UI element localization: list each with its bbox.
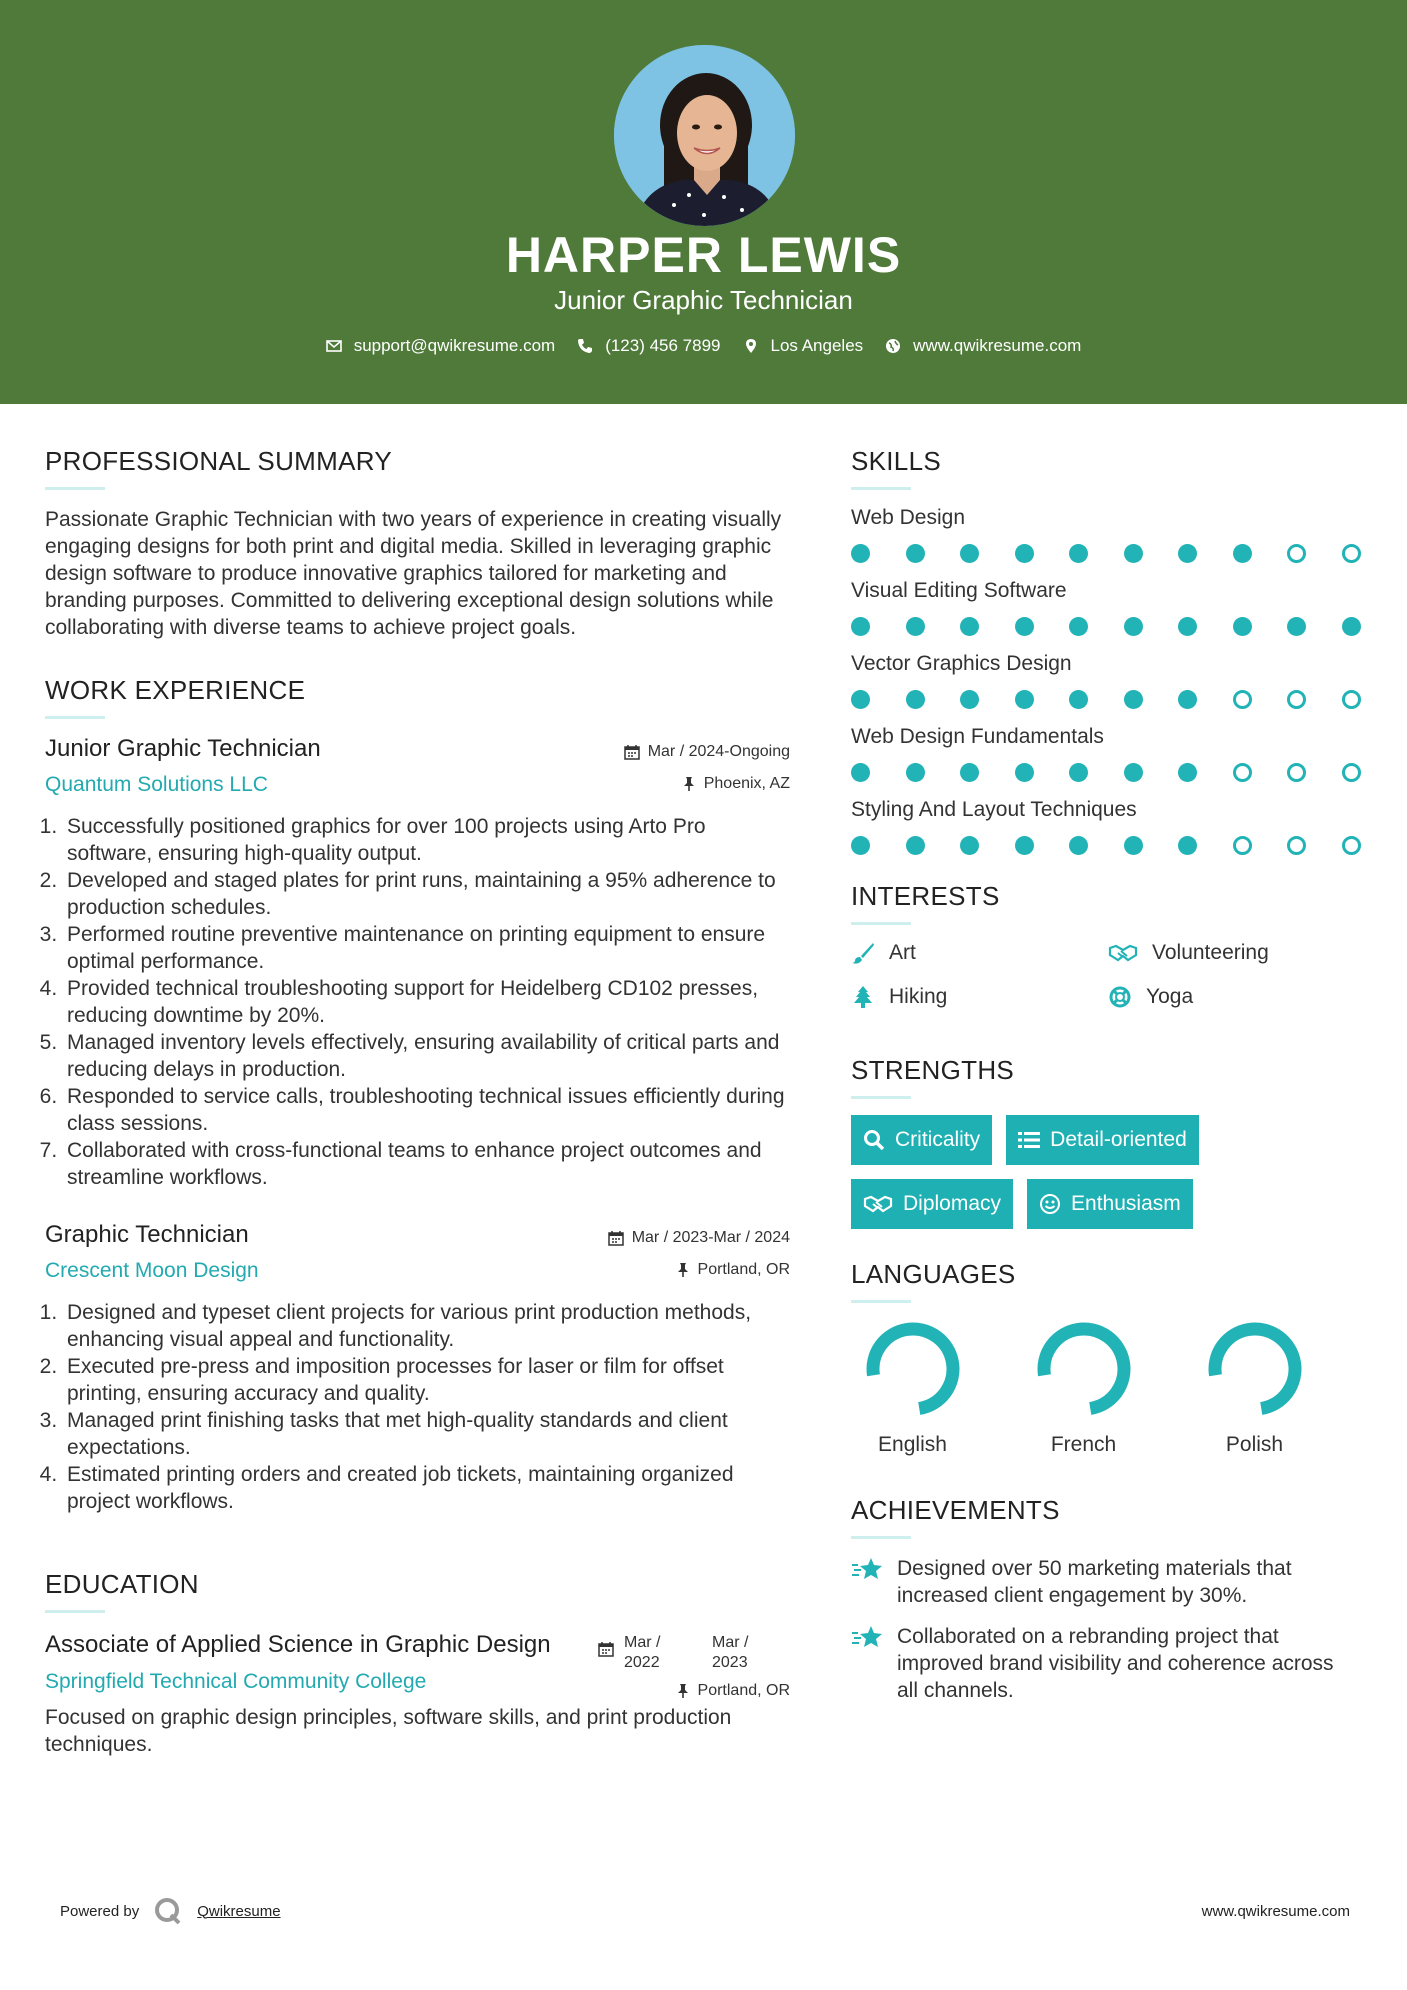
- interest-item: [1108, 985, 1358, 1009]
- strength-tag: [1027, 1179, 1193, 1229]
- job-location-text: Phoenix, AZ: [703, 775, 790, 792]
- skill-dot-filled: [851, 836, 870, 855]
- education-location-text: Portland, OR: [697, 1682, 790, 1699]
- languages-list: [851, 1319, 1371, 1457]
- skill-dot-filled: [1015, 617, 1034, 636]
- powered-by: [60, 1896, 281, 1926]
- skill-dot-filled: [960, 617, 979, 636]
- skill-dot-filled: [906, 544, 925, 563]
- section-title-summary: PROFESSIONAL SUMMARY: [45, 446, 392, 476]
- job-bullet: 2. Developed and staged plates for print runs, maintaining a 95% adherence to production schedules.: [63, 867, 790, 921]
- section-title-experience: WORK EXPERIENCE: [45, 675, 306, 705]
- skill-dot-filled: [1015, 763, 1034, 782]
- job-dates: [608, 1229, 790, 1247]
- job-bullet: 3. Managed print finishing tasks that met high-quality standards and client expectations.: [63, 1407, 790, 1461]
- skill-dot-filled: [1069, 690, 1088, 709]
- avatar: [614, 45, 795, 226]
- languages-section: [851, 1259, 1371, 1457]
- skill-dot-filled: [960, 763, 979, 782]
- skill-rating: [851, 544, 1361, 563]
- job-dates-text: Mar / 2023-Mar / 2024: [631, 1229, 790, 1246]
- section-divider: [851, 1096, 911, 1099]
- contact-email[interactable]: [326, 336, 556, 356]
- job-bullet: 1. Successfully positioned graphics for over 100 projects using Arto Pro software, ensuring high-quality output.: [63, 813, 790, 867]
- contact-phone[interactable]: [577, 336, 720, 356]
- skill-rating: [851, 763, 1361, 782]
- job-bullets: [45, 813, 790, 1191]
- job-bullet: 7. Collaborated with cross-functional teams to enhance project outcomes and streamline workflows.: [63, 1137, 790, 1191]
- language-progress-ring: [863, 1319, 963, 1419]
- section-title-strengths: STRENGTHS: [851, 1055, 1015, 1085]
- candidate-role: Junior Graphic Technician: [554, 285, 853, 315]
- interest-label: Volunteering: [1152, 941, 1269, 964]
- search-icon: [863, 1129, 885, 1151]
- interests-section: [851, 881, 1371, 1009]
- skill-dot-empty: [1342, 836, 1361, 855]
- interest-item: [851, 941, 1108, 965]
- strength-label: Enthusiasm: [1071, 1192, 1181, 1215]
- left-column: [45, 446, 790, 1758]
- skill-name: Web Design Fundamentals: [851, 725, 1104, 748]
- skill-dot-filled: [906, 617, 925, 636]
- footer-website[interactable]: www.qwikresume.com: [1201, 1902, 1350, 1920]
- skill-name: Web Design: [851, 506, 966, 529]
- skill-dot-filled: [1015, 836, 1034, 855]
- skill-dot-filled: [851, 617, 870, 636]
- job-company: Crescent Moon Design: [45, 1259, 259, 1282]
- section-divider: [45, 716, 105, 719]
- skill-dot-empty: [1233, 690, 1252, 709]
- contact-bar: [0, 336, 1407, 356]
- skill-dot-filled: [906, 763, 925, 782]
- section-title-interests: INTERESTS: [851, 881, 1000, 911]
- strength-label: Diplomacy: [903, 1192, 1002, 1215]
- contact-phone-text: (123) 456 7899: [605, 336, 721, 355]
- skill-dot-empty: [1342, 690, 1361, 709]
- section-title-languages: LANGUAGES: [851, 1259, 1016, 1289]
- tree-icon: [851, 986, 875, 1008]
- skill-dot-filled: [851, 544, 870, 563]
- section-divider: [851, 1300, 911, 1303]
- skill-dot-filled: [1178, 544, 1197, 563]
- section-title-education: EDUCATION: [45, 1569, 199, 1599]
- contact-location: [743, 336, 864, 356]
- handshake-icon: [1108, 942, 1138, 964]
- skill-dot-empty: [1287, 690, 1306, 709]
- achievement-item: [851, 1623, 1371, 1704]
- skill-dot-empty: [1287, 836, 1306, 855]
- skill-dot-filled: [1124, 617, 1143, 636]
- education-degree: Associate of Applied Science in Graphic Design: [45, 1631, 551, 1658]
- achievements-section: [851, 1495, 1371, 1704]
- skill-dot-filled: [1124, 690, 1143, 709]
- contact-website[interactable]: [885, 336, 1081, 356]
- skill-dot-filled: [906, 690, 925, 709]
- skills-list: [851, 506, 1371, 855]
- skill-dot-filled: [1233, 617, 1252, 636]
- skill-name: Visual Editing Software: [851, 579, 1067, 602]
- education-location: [676, 1682, 790, 1700]
- qwikresume-logo-icon: [153, 1896, 183, 1926]
- map-pin-icon: [743, 338, 759, 354]
- job-bullet: 6. Responded to service calls, troubleshooting technical issues efficiently during class sessions.: [63, 1083, 790, 1137]
- job-title: Junior Graphic Technician: [45, 735, 321, 762]
- skill-item: [851, 579, 1371, 636]
- list-icon: [1018, 1130, 1040, 1150]
- job-location: [682, 775, 790, 793]
- lifering-icon: [1108, 986, 1132, 1008]
- interest-label: Hiking: [889, 985, 948, 1008]
- candidate-name: HARPER LEWIS: [505, 227, 902, 283]
- skill-dot-filled: [1124, 763, 1143, 782]
- skill-dot-filled: [1015, 690, 1034, 709]
- skill-item: [851, 725, 1371, 782]
- skill-dot-filled: [1233, 544, 1252, 563]
- strength-tags: [851, 1115, 1371, 1229]
- skill-dot-filled: [960, 544, 979, 563]
- calendar-icon: [608, 1230, 624, 1246]
- interest-label: Yoga: [1146, 985, 1194, 1008]
- strength-tag: [851, 1115, 992, 1165]
- shooting-star-icon: [851, 1623, 883, 1651]
- section-divider: [45, 487, 105, 490]
- calendar-icon: [598, 1641, 614, 1657]
- achievement-text: Collaborated on a rebranding project that improved brand visibility and coherence across all channels.: [897, 1625, 1334, 1702]
- language-name: English: [878, 1433, 947, 1456]
- section-divider: [45, 1610, 105, 1613]
- skill-dot-empty: [1287, 763, 1306, 782]
- job-bullet: 3. Performed routine preventive maintenance on printing equipment to ensure optimal performance.: [63, 921, 790, 975]
- skill-dot-filled: [1124, 544, 1143, 563]
- education-section: [45, 1569, 790, 1758]
- right-column: [851, 446, 1371, 1718]
- handshake-icon: [863, 1193, 893, 1215]
- skill-dot-empty: [1342, 763, 1361, 782]
- strength-tag: [851, 1179, 1013, 1229]
- skill-dot-empty: [1342, 544, 1361, 563]
- education-school: Springfield Technical Community College: [45, 1670, 427, 1693]
- shooting-star-icon: [851, 1555, 883, 1583]
- section-title-skills: SKILLS: [851, 446, 941, 476]
- job-bullets: [45, 1299, 790, 1515]
- contact-website-text: www.qwikresume.com: [913, 336, 1082, 355]
- strength-label: Detail-oriented: [1050, 1128, 1187, 1151]
- language-item: [851, 1319, 974, 1457]
- brand-link[interactable]: Qwikresume: [197, 1902, 281, 1920]
- language-progress-ring: [1034, 1319, 1134, 1419]
- skill-name: Styling And Layout Techniques: [851, 798, 1137, 821]
- language-name: French: [1050, 1433, 1117, 1456]
- interest-item: [1108, 941, 1358, 965]
- job-title: Graphic Technician: [45, 1221, 249, 1248]
- skill-dot-filled: [851, 690, 870, 709]
- pushpin-icon: [676, 1262, 690, 1278]
- strengths-section: [851, 1055, 1371, 1229]
- envelope-icon: [326, 338, 342, 354]
- interest-item: [851, 985, 1108, 1009]
- pushpin-icon: [676, 1683, 690, 1699]
- pushpin-icon: [682, 776, 696, 792]
- education-description: Focused on graphic design principles, software skills, and print production techniques.: [45, 1706, 732, 1756]
- skill-rating: [851, 836, 1361, 855]
- skill-dot-empty: [1233, 836, 1252, 855]
- skill-dot-filled: [1015, 544, 1034, 563]
- skill-dot-filled: [851, 763, 870, 782]
- summary-text: Passionate Graphic Technician with two years of experience in creating visually engaging designs for both print and digital media. Skilled in leveraging graphic design software to produce innovative graphics tailored for marketing and branding purposes. Committed to delivering exceptional design solutions while collaborating with diverse teams to achieve project goals.: [45, 508, 782, 639]
- skill-dot-filled: [906, 836, 925, 855]
- skill-dot-filled: [1178, 690, 1197, 709]
- job-dates: [624, 743, 790, 761]
- skill-dot-filled: [1287, 617, 1306, 636]
- skill-dot-filled: [1178, 763, 1197, 782]
- skills-section: [851, 446, 1371, 855]
- phone-icon: [577, 338, 593, 354]
- skill-dot-filled: [1069, 836, 1088, 855]
- section-title-achievements: ACHIEVEMENTS: [851, 1495, 1060, 1525]
- skill-dot-filled: [960, 690, 979, 709]
- job-dates-text: Mar / 2024-Ongoing: [647, 743, 790, 760]
- language-name: Polish: [1225, 1433, 1284, 1456]
- job-bullet: 1. Designed and typeset client projects for various print production methods, enhancing visual appeal and functionality.: [63, 1299, 790, 1353]
- job-bullet: 5. Managed inventory levels effectively, ensuring availability of critical parts and reducing delays in production.: [63, 1029, 790, 1083]
- skill-dot-empty: [1287, 544, 1306, 563]
- education-end: Mar / 2023: [712, 1634, 749, 1671]
- strength-label: Criticality: [895, 1128, 981, 1151]
- job-bullet: 2. Executed pre-press and imposition processes for laser or film for offset printing, ensuring accuracy and quality.: [63, 1353, 790, 1407]
- contact-location-text: Los Angeles: [770, 336, 864, 355]
- footer: [60, 1896, 1350, 1926]
- language-item: [1193, 1319, 1316, 1457]
- globe-icon: [885, 338, 901, 354]
- summary-section: [45, 446, 790, 641]
- job-location: [676, 1261, 790, 1279]
- skill-name: Vector Graphics Design: [851, 652, 1072, 675]
- job-bullet: 4. Provided technical troubleshooting support for Heidelberg CD102 presses, reducing downtime by 20%.: [63, 975, 790, 1029]
- section-divider: [851, 922, 911, 925]
- skill-item: [851, 798, 1371, 855]
- skill-dot-filled: [1124, 836, 1143, 855]
- achievement-text: Designed over 50 marketing materials that increased client engagement by 30%.: [897, 1557, 1292, 1607]
- education-start: Mar / 2022: [624, 1634, 661, 1671]
- section-divider: [851, 1536, 911, 1539]
- education-dates: [598, 1633, 760, 1673]
- skill-dot-filled: [1069, 763, 1088, 782]
- job-company: Quantum Solutions LLC: [45, 773, 268, 796]
- powered-by-text: Powered by: [60, 1902, 140, 1920]
- language-progress-ring: [1205, 1319, 1305, 1419]
- skill-dot-filled: [960, 836, 979, 855]
- header-banner: [0, 0, 1407, 404]
- skill-item: [851, 506, 1371, 563]
- contact-email-text: support@qwikresume.com: [353, 336, 556, 355]
- job-location-text: Portland, OR: [697, 1261, 790, 1278]
- skill-dot-filled: [1178, 617, 1197, 636]
- achievement-item: [851, 1555, 1371, 1609]
- skill-dot-filled: [1069, 617, 1088, 636]
- skill-dot-filled: [1178, 836, 1197, 855]
- skill-dot-empty: [1233, 763, 1252, 782]
- skill-rating: [851, 690, 1361, 709]
- paintbrush-icon: [851, 942, 875, 964]
- interest-label: Art: [889, 941, 916, 964]
- job-entry: [45, 1221, 790, 1515]
- job-entry: [45, 735, 790, 1191]
- calendar-icon: [624, 744, 640, 760]
- skill-dot-filled: [1069, 544, 1088, 563]
- job-bullet: 4. Estimated printing orders and created job tickets, maintaining organized project workflows.: [63, 1461, 790, 1515]
- skill-rating: [851, 617, 1361, 636]
- interests-grid: [851, 941, 1371, 1009]
- skill-item: [851, 652, 1371, 709]
- strength-tag: [1006, 1115, 1199, 1165]
- language-item: [1022, 1319, 1145, 1457]
- smile-icon: [1039, 1193, 1061, 1215]
- skill-dot-filled: [1342, 617, 1361, 636]
- section-divider: [851, 487, 911, 490]
- experience-section: [45, 675, 790, 1515]
